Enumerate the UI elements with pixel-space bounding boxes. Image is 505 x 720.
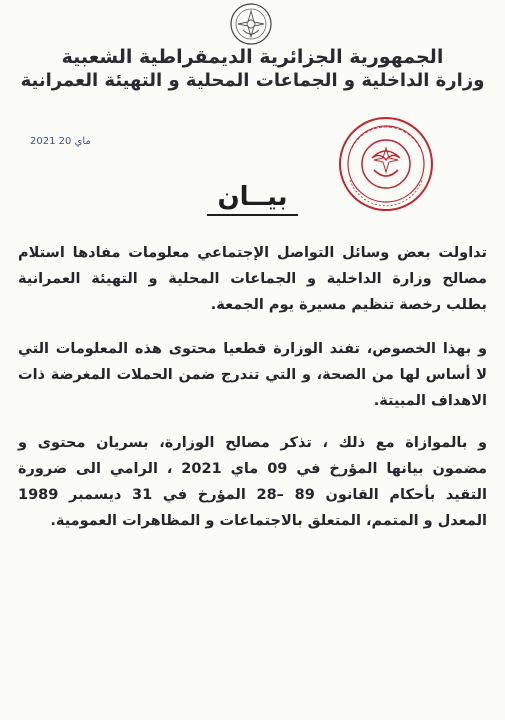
- paragraph-2: [18, 336, 487, 414]
- paragraph-2-text: و بهذا الخصوص، تفند الوزارة قطعيا محتوى هذه المعلومات التي لا أساس لها من الصحة، و التي تندرج ضمن الحملات المغرضة ذات الاهداف المبيتة.: [18, 341, 487, 409]
- letterhead: [20, 46, 485, 92]
- paragraph-3-text: و بالموازاة مع ذلك ، تذكر مصالح الوزارة، بسريان محتوى و مضمون بيانها المؤرخ في 09 ماي 2021 ، الرامي الى ضرورة التقيد بأحكام القانون 89 –28 المؤرخ في 31 ديسمبر 1989 المعدل و المتمم، المتعلق بالاجتماعات و المظاهرات العمومية.: [18, 435, 488, 529]
- paragraph-1: [18, 240, 487, 318]
- republic-name: الجمهورية الجزائرية الديمقراطية الشعبية: [61, 46, 444, 68]
- paragraph-1-text: تداولت بعض وسائل التواصل الإجتماعي معلومات مفادها استلام مصالح وزارة الداخلية و الجماعات المحلية و التهيئة العمرانية بطلب رخصة تنظيم مسيرة يوم الجمعة.: [18, 245, 487, 313]
- ministry-name: وزارة الداخلية و الجماعات المحلية و التهيئة العمرانية: [20, 70, 485, 91]
- document-title: [0, 182, 505, 212]
- state-emblem-icon: [229, 2, 273, 46]
- title-text: بيــان: [207, 182, 297, 216]
- date-stamp: 2021 ماي 20: [30, 136, 91, 147]
- paragraph-3: [18, 430, 487, 534]
